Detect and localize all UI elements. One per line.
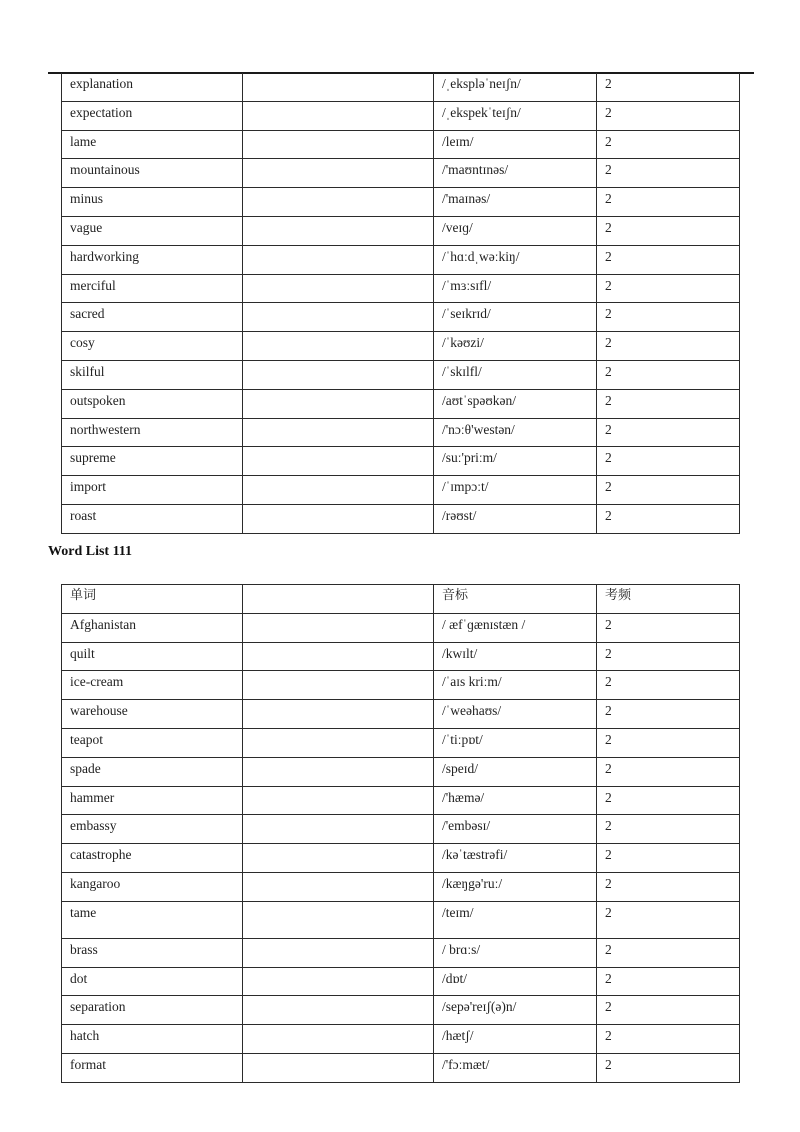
header-meaning (243, 585, 434, 614)
table-row (62, 671, 740, 700)
cell-phonetic: /ˈɪmpɔːt/ (434, 476, 597, 505)
cell-meaning (243, 901, 434, 938)
cell-frequency: 2 (597, 303, 740, 332)
cell-word: roast (62, 504, 243, 533)
cell-phonetic: / brɑːs/ (434, 938, 597, 967)
cell-word: skilful (62, 360, 243, 389)
table-row (62, 786, 740, 815)
cell-frequency: 2 (597, 844, 740, 873)
cell-meaning (243, 101, 434, 130)
cell-frequency: 2 (597, 901, 740, 938)
cell-frequency: 2 (597, 418, 740, 447)
cell-phonetic: /leɪm/ (434, 130, 597, 159)
cell-meaning (243, 700, 434, 729)
cell-word: explanation (62, 73, 243, 101)
cell-meaning (243, 476, 434, 505)
cell-word: cosy (62, 332, 243, 361)
cell-word: format (62, 1053, 243, 1082)
table-row (62, 216, 740, 245)
cell-phonetic: /ˈseɪkrɪd/ (434, 303, 597, 332)
cell-frequency: 2 (597, 967, 740, 996)
cell-phonetic: /'nɔːθ'westən/ (434, 418, 597, 447)
cell-word: vague (62, 216, 243, 245)
table-row (62, 1025, 740, 1054)
cell-phonetic: /kəˈtæstrəfi/ (434, 844, 597, 873)
cell-phonetic: /sepə'reɪʃ(ə)n/ (434, 996, 597, 1025)
cell-meaning (243, 728, 434, 757)
cell-meaning (243, 447, 434, 476)
cell-word: expectation (62, 101, 243, 130)
cell-word: brass (62, 938, 243, 967)
cell-meaning (243, 216, 434, 245)
table-row (62, 1053, 740, 1082)
cell-word: spade (62, 757, 243, 786)
cell-frequency: 2 (597, 504, 740, 533)
cell-word: ice-cream (62, 671, 243, 700)
cell-frequency: 2 (597, 476, 740, 505)
table-row (62, 613, 740, 642)
cell-frequency: 2 (597, 245, 740, 274)
cell-word: quilt (62, 642, 243, 671)
cell-meaning (243, 1053, 434, 1082)
table-row (62, 130, 740, 159)
cell-phonetic: /suː'priːm/ (434, 447, 597, 476)
table-row (62, 815, 740, 844)
cell-phonetic: /ˌekspekˈteɪʃn/ (434, 101, 597, 130)
cell-word: catastrophe (62, 844, 243, 873)
cell-phonetic: /ˈweəhaʊs/ (434, 700, 597, 729)
cell-meaning (243, 73, 434, 101)
cell-frequency: 2 (597, 872, 740, 901)
vocab-table-body (62, 585, 740, 614)
cell-meaning (243, 245, 434, 274)
cell-word: lame (62, 130, 243, 159)
table-row (62, 245, 740, 274)
cell-phonetic: /aʊtˈspəʊkən/ (434, 389, 597, 418)
table-row (62, 389, 740, 418)
cell-phonetic: / æfˈɡænɪstæn / (434, 613, 597, 642)
cell-phonetic: /veɪɡ/ (434, 216, 597, 245)
table-row (62, 504, 740, 533)
cell-frequency: 2 (597, 159, 740, 188)
table-row (62, 844, 740, 873)
cell-phonetic: /ˈhɑːdˌwəːkiŋ/ (434, 245, 597, 274)
cell-phonetic: /'embəsɪ/ (434, 815, 597, 844)
cell-phonetic: /'hæmə/ (434, 786, 597, 815)
cell-phonetic: /'fɔːmæt/ (434, 1053, 597, 1082)
cell-frequency: 2 (597, 786, 740, 815)
table-row (62, 303, 740, 332)
cell-frequency: 2 (597, 130, 740, 159)
cell-word: supreme (62, 447, 243, 476)
cell-frequency: 2 (597, 101, 740, 130)
cell-word: outspoken (62, 389, 243, 418)
cell-word: northwestern (62, 418, 243, 447)
cell-phonetic: /ˈkəʊzi/ (434, 332, 597, 361)
cell-frequency: 2 (597, 1025, 740, 1054)
table-header-row (62, 585, 740, 614)
cell-frequency: 2 (597, 360, 740, 389)
table-row (62, 73, 740, 101)
cell-meaning (243, 303, 434, 332)
cell-phonetic: /kæŋgə'ruː/ (434, 872, 597, 901)
word-list-title: Word List 111 (48, 544, 133, 559)
cell-meaning (243, 274, 434, 303)
cell-meaning (243, 996, 434, 1025)
table-row (62, 700, 740, 729)
table-row (62, 159, 740, 188)
header-frequency: 考频 (597, 585, 740, 614)
header-phonetic: 音标 (434, 585, 597, 614)
cell-frequency: 2 (597, 447, 740, 476)
cell-word: hardworking (62, 245, 243, 274)
cell-frequency: 2 (597, 642, 740, 671)
cell-meaning (243, 332, 434, 361)
table-row (62, 332, 740, 361)
cell-frequency: 2 (597, 216, 740, 245)
table-row (62, 447, 740, 476)
cell-word: hammer (62, 786, 243, 815)
cell-frequency: 2 (597, 728, 740, 757)
table-row (62, 642, 740, 671)
cell-meaning (243, 360, 434, 389)
cell-word: import (62, 476, 243, 505)
cell-meaning (243, 642, 434, 671)
cell-phonetic: /speɪd/ (434, 757, 597, 786)
table-row (62, 274, 740, 303)
cell-meaning (243, 938, 434, 967)
cell-meaning (243, 188, 434, 217)
cell-frequency: 2 (597, 613, 740, 642)
cell-meaning (243, 671, 434, 700)
cell-meaning (243, 389, 434, 418)
cell-meaning (243, 418, 434, 447)
cell-meaning (243, 504, 434, 533)
cell-frequency: 2 (597, 73, 740, 101)
table-row (62, 901, 740, 938)
cell-word: embassy (62, 815, 243, 844)
cell-word: warehouse (62, 700, 243, 729)
table-row (62, 418, 740, 447)
cell-frequency: 2 (597, 188, 740, 217)
cell-frequency: 2 (597, 1053, 740, 1082)
cell-frequency: 2 (597, 757, 740, 786)
cell-word: teapot (62, 728, 243, 757)
cell-frequency: 2 (597, 389, 740, 418)
vocab-table-body (62, 73, 740, 533)
cell-word: separation (62, 996, 243, 1025)
cell-meaning (243, 815, 434, 844)
table-row (62, 360, 740, 389)
cell-word: hatch (62, 1025, 243, 1054)
cell-phonetic: /ˈtiːpɒt/ (434, 728, 597, 757)
cell-word: tame (62, 901, 243, 938)
cell-frequency: 2 (597, 938, 740, 967)
cell-word: dot (62, 967, 243, 996)
table-row (62, 938, 740, 967)
cell-word: merciful (62, 274, 243, 303)
table-row (62, 872, 740, 901)
cell-meaning (243, 844, 434, 873)
cell-phonetic: /kwɪlt/ (434, 642, 597, 671)
cell-frequency: 2 (597, 671, 740, 700)
cell-phonetic: /dɒt/ (434, 967, 597, 996)
cell-frequency: 2 (597, 815, 740, 844)
table-row (62, 967, 740, 996)
cell-phonetic: /'maʊntɪnəs/ (434, 159, 597, 188)
cell-frequency: 2 (597, 996, 740, 1025)
cell-meaning (243, 130, 434, 159)
header-word: 单词 (62, 585, 243, 614)
cell-word: Afghanistan (62, 613, 243, 642)
cell-phonetic: /ˌekspləˈneɪʃn/ (434, 73, 597, 101)
cell-frequency: 2 (597, 700, 740, 729)
cell-frequency: 2 (597, 274, 740, 303)
cell-word: minus (62, 188, 243, 217)
cell-phonetic: /'maɪnəs/ (434, 188, 597, 217)
vocab-table-word-list-111 (61, 584, 740, 1083)
table-row (62, 476, 740, 505)
cell-meaning (243, 872, 434, 901)
table-row (62, 757, 740, 786)
table-row (62, 188, 740, 217)
cell-phonetic: /ˈskɪlfl/ (434, 360, 597, 389)
cell-phonetic: /ˈaɪs kriːm/ (434, 671, 597, 700)
cell-word: sacred (62, 303, 243, 332)
table-row (62, 996, 740, 1025)
table-row (62, 101, 740, 130)
vocab-table-continued (61, 73, 740, 534)
cell-meaning (243, 159, 434, 188)
cell-frequency: 2 (597, 332, 740, 361)
cell-meaning (243, 1025, 434, 1054)
cell-phonetic: /ˈmɜːsɪfl/ (434, 274, 597, 303)
cell-word: mountainous (62, 159, 243, 188)
cell-word: kangaroo (62, 872, 243, 901)
vocab-table-rows (62, 613, 740, 1082)
cell-meaning (243, 757, 434, 786)
cell-phonetic: /teɪm/ (434, 901, 597, 938)
table-row (62, 728, 740, 757)
cell-phonetic: /hætʃ/ (434, 1025, 597, 1054)
cell-meaning (243, 613, 434, 642)
cell-phonetic: /rəʊst/ (434, 504, 597, 533)
cell-meaning (243, 967, 434, 996)
cell-meaning (243, 786, 434, 815)
